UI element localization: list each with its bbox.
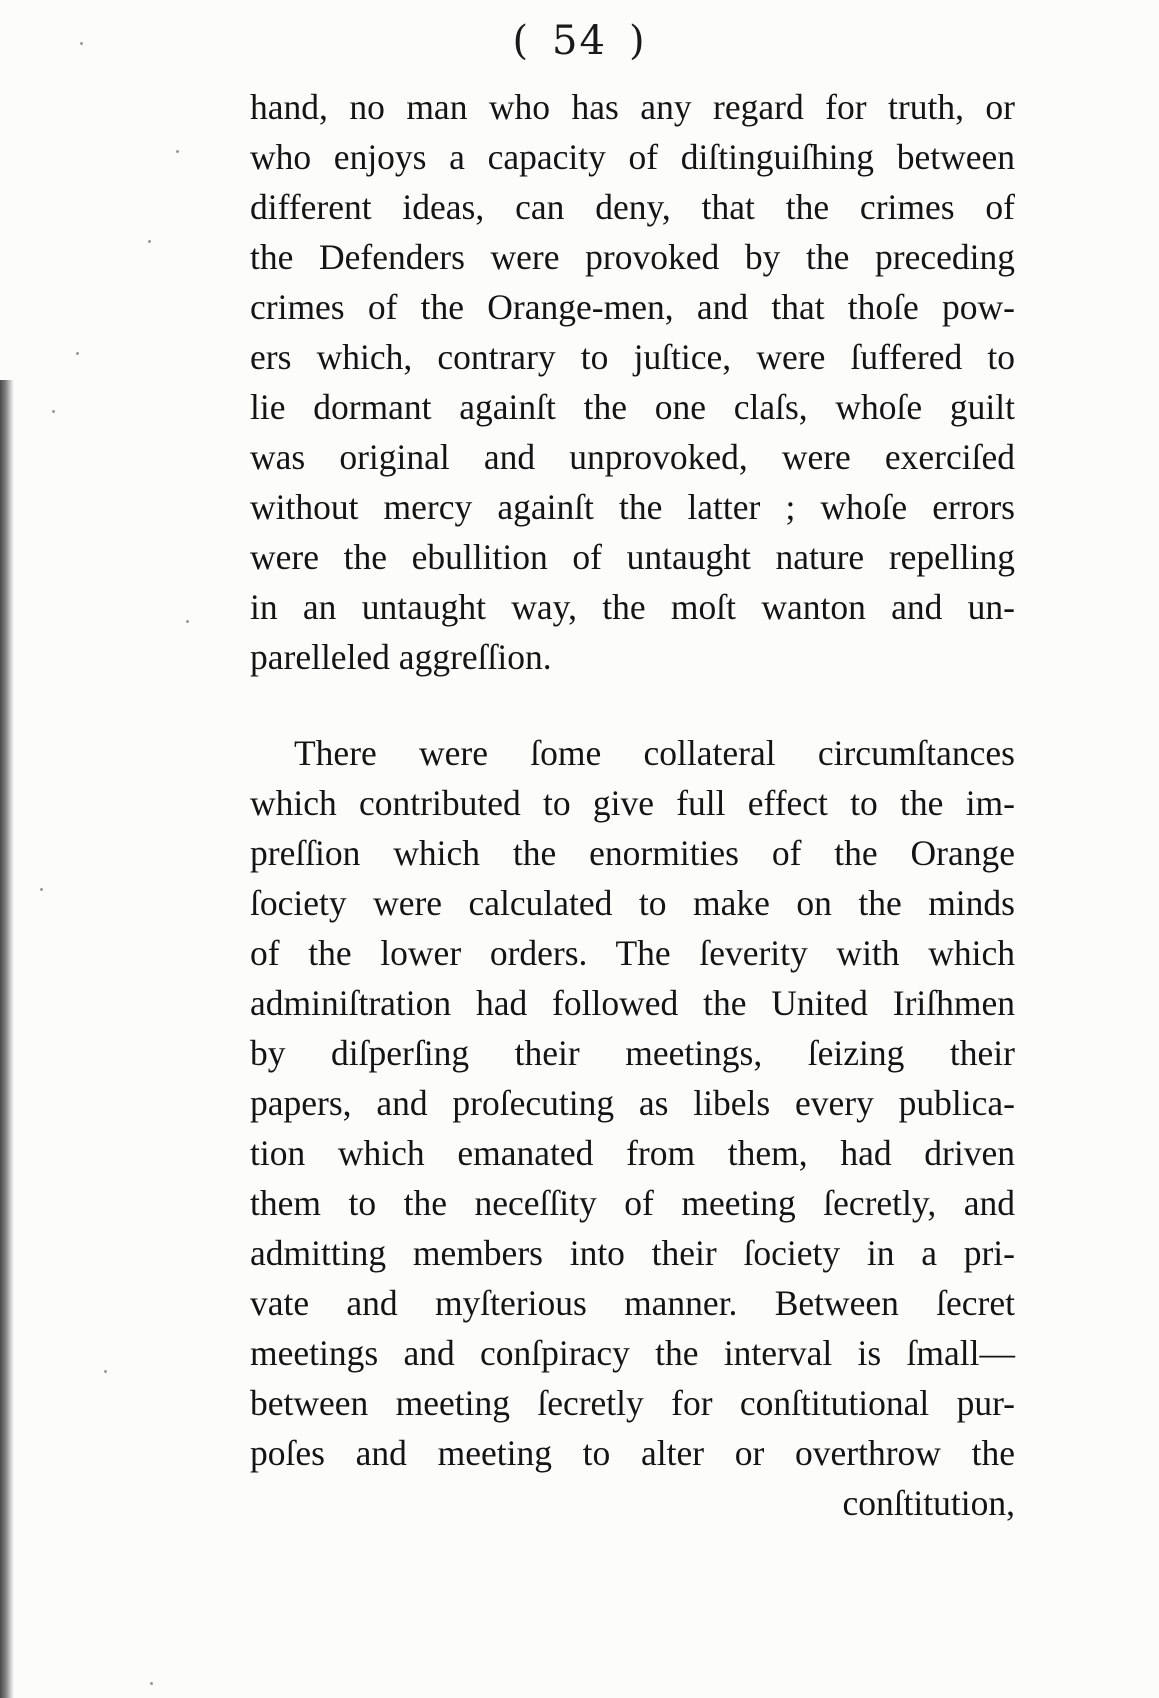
text-line: different ideas, can deny, that the crimes of <box>250 187 1015 227</box>
paragraph-1 <box>250 82 1015 682</box>
page-number: 54 <box>552 18 607 64</box>
text-line: papers, and proſecuting as libels every publica- <box>250 1083 1015 1123</box>
text-line: tion which emanated from them, had driven <box>250 1133 1015 1173</box>
text-line: admitting members into their ſociety in a pri- <box>250 1233 1015 1273</box>
text-line: by diſperſing their meetings, ſeizing their <box>250 1033 1015 1073</box>
text-line: was original and unprovoked, were exerciſed <box>250 437 1015 477</box>
text-line: vate and myſterious manner. Between ſecret <box>250 1283 1015 1323</box>
text-line: the Defenders were provoked by the preceding <box>250 237 1015 277</box>
text-line: were the ebullition of untaught nature repelling <box>250 537 1015 577</box>
text-line: parelleled aggreſſion. <box>250 637 552 677</box>
text-line: which contributed to give full effect to the im- <box>250 783 1015 823</box>
text-line: ers which, contrary to juſtice, were ſuffered to <box>250 337 1015 377</box>
text-line: There were ſome collateral circumſtances <box>294 733 1015 773</box>
text-line: who enjoys a capacity of diſtinguiſhing between <box>250 137 1015 177</box>
page-header <box>0 18 1159 64</box>
header-open-paren: ( <box>512 18 531 64</box>
scan-speck <box>176 150 179 153</box>
scan-speck <box>148 240 151 243</box>
text-line: adminiſtration had followed the United Iriſhmen <box>250 983 1015 1023</box>
text-line: ſociety were calculated to make on the minds <box>250 883 1015 923</box>
text-line: lie dormant againſt the one claſs, whoſe guilt <box>250 387 1015 427</box>
header-close-paren: ) <box>628 18 647 64</box>
scan-speck <box>150 1682 153 1685</box>
text-line: hand, no man who has any regard for truth, or <box>250 87 1015 127</box>
scan-speck <box>76 352 79 355</box>
scan-speck <box>104 1370 107 1373</box>
scan-speck <box>52 410 55 413</box>
text-line: without mercy againſt the latter ; whoſe errors <box>250 487 1015 527</box>
text-line: poſes and meeting to alter or overthrow the <box>250 1433 1015 1473</box>
binding-shadow <box>0 380 14 1698</box>
text-line: of the lower orders. The ſeverity with which <box>250 933 1015 973</box>
scan-speck <box>186 620 189 623</box>
body-text <box>250 82 1015 1528</box>
text-line: meetings and conſpiracy the interval is ſmall— <box>250 1333 1015 1373</box>
text-line: between meeting ſecretly for conſtitutional pur- <box>250 1383 1015 1423</box>
scan-speck <box>40 888 43 891</box>
catchword: conſtitution, <box>842 1483 1015 1523</box>
text-line: crimes of the Orange-men, and that thoſe pow- <box>250 287 1015 327</box>
text-line: them to the neceſſity of meeting ſecretly, and <box>250 1183 1015 1223</box>
paragraph-2 <box>250 728 1015 1528</box>
text-line: in an untaught way, the moſt wanton and un- <box>250 587 1015 627</box>
text-line: preſſion which the enormities of the Orange <box>250 833 1015 873</box>
